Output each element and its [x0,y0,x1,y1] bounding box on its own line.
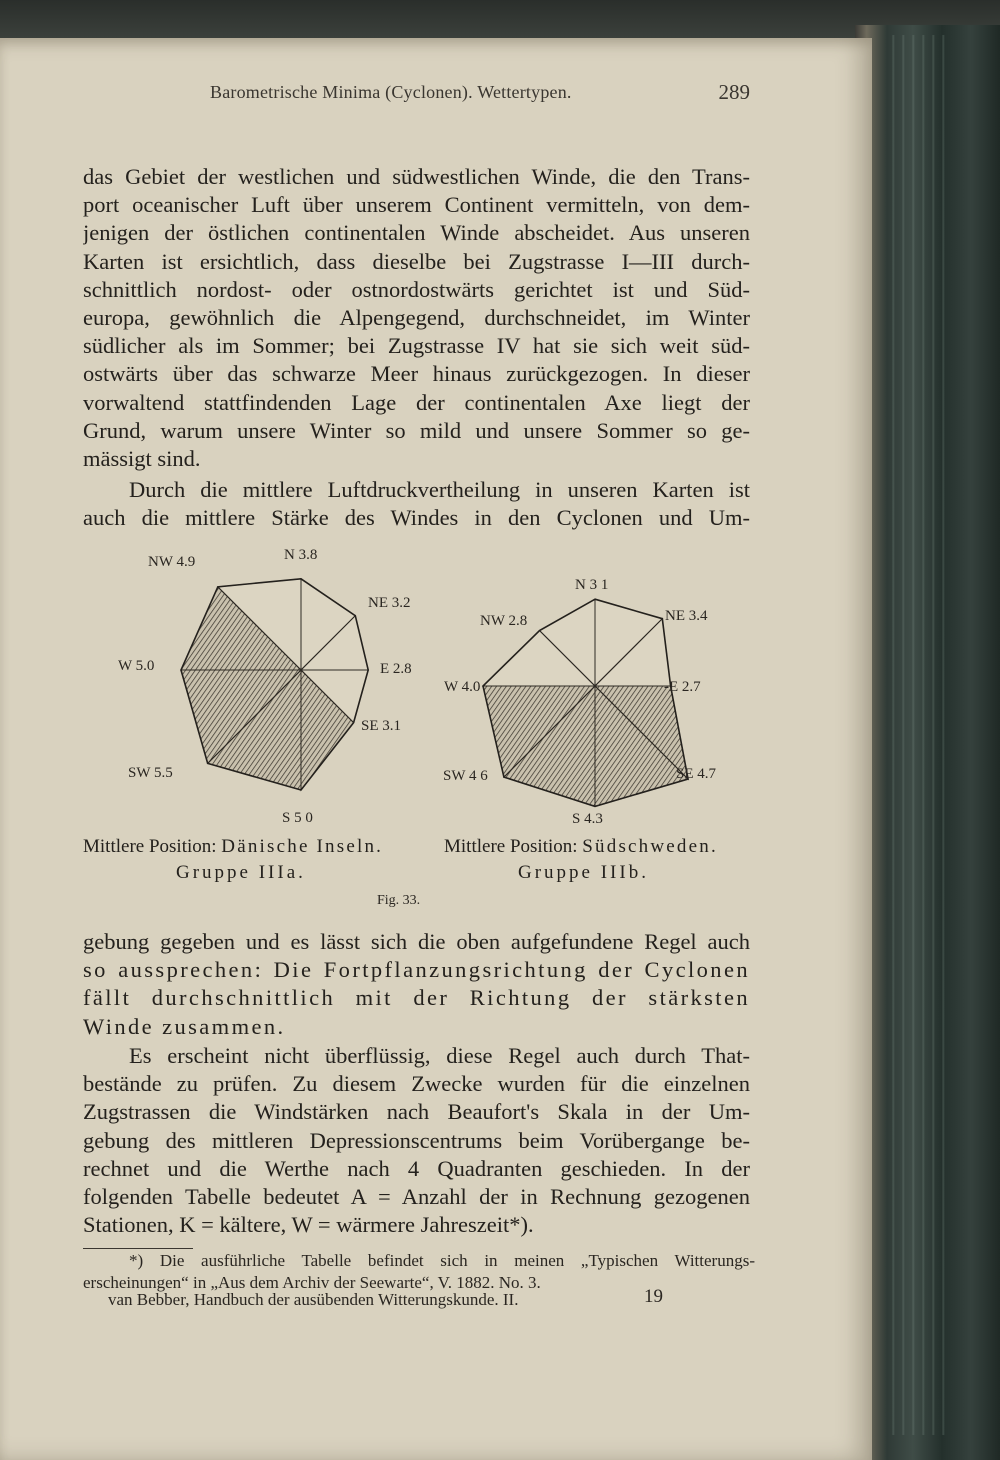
text-line: Winde zusammen. [83,1013,286,1039]
left-caption-prefix: Mittlere Position: [83,836,217,857]
right-label-nw: NW 2.8 [480,613,528,629]
right-caption-group: Gruppe IIIb. [518,862,649,883]
text-line: gebung gegeben und es lässt sich die oben aufgefundene Regel auch [83,929,750,954]
text-line: auch die mittlere Stärke des Windes in den Cyclonen und Um- [83,505,750,531]
left-label-sw: SW 5.5 [128,765,173,781]
left-label-se: SE 3.1 [361,718,402,734]
text-line: schnittlich nordost- oder ostnordostwärts gerichtet ist und Süd- [83,276,750,302]
right-label-e: -E 2.7 [664,679,701,695]
text-line: Es erscheint nicht überflüssig, diese Regel auch durch That- [129,1043,750,1068]
paragraph-3 [83,928,750,1041]
text-line: südlicher als im Sommer; bei Zugstrasse IV hat sie sich weit süd- [83,333,750,359]
text-line: europa, gewöhnlich die Alpengegend, durchschneidet, im Winter [83,305,750,331]
text-line: Karten ist ersichtlich, dass dieselbe bei Zugstrasse I—III durch- [83,248,750,274]
text-line: gebung des mittleren Depressionscentrums beim Vorübergange be- [83,1127,750,1153]
text-line: folgenden Tabelle bedeutet A = Anzahl der in Rechnung gezogenen [83,1184,750,1210]
text-line: Durch die mittlere Luftdruckvertheilung in unseren Karten ist [129,477,750,502]
signature-line [108,1286,663,1314]
running-head-title: Barometrische Minima (Cyclonen). Wettertypen. [210,82,572,102]
text-line: mässigt sind. [83,446,201,472]
left-caption-group: Gruppe IIIa. [176,862,306,883]
left-label-e: E 2.8 [380,661,412,677]
left-label-ne: NE 3.2 [368,595,411,611]
left-caption-position [83,836,383,858]
right-caption-position [444,836,718,858]
left-caption-place: Dänische Inseln. [221,836,384,857]
text-line: so aussprechen: Die Fortpflanzungsrichtung der Cyclonen [83,957,750,983]
figure-number: Fig. 33. [377,893,421,908]
right-label-s: S 4.3 [572,811,603,827]
text-line: ostwärts über das schwarze Meer hinaus zurückgezogen. In dieser [83,361,750,387]
text-line: Zugstrassen die Windstärken nach Beaufort's Skala in der Um- [83,1099,750,1125]
page-number: 289 [718,80,750,104]
wind-rose-right [483,599,688,806]
left-label-nw: NW 4.9 [148,554,196,570]
text-line: das Gebiet der westlichen und südwestlichen Winde, die den Trans- [83,164,750,189]
wind-rose-left [181,579,368,790]
signature-text: van Bebber, Handbuch der ausübenden Witterungskunde. II. [108,1290,519,1309]
text-line: bestände zu prüfen. Zu diesem Zwecke wurden für die einzelnen [83,1071,750,1097]
right-caption-prefix: Mittlere Position: [444,836,578,857]
text-line: Stationen, K = kältere, W = wärmere Jahreszeit*). [83,1212,534,1238]
footnote-rule [83,1248,193,1249]
right-label-w: W 4.0 [444,679,481,695]
footnote-line: *) Die ausführliche Tabelle befindet sich in meinen „Typischen Witterungs- [129,1251,755,1270]
text-line: jenigen der östlichen continentalen Winde abscheidet. Aus unseren [83,220,750,246]
right-label-sw: SW 4 6 [443,768,488,784]
paragraph-4 [83,1042,750,1239]
text-line: fällt durchschnittlich mit der Richtung der stärksten [83,985,750,1011]
text-line: vorwaltend stattfindenden Lage der continentalen Axe liegt der [83,389,750,415]
sheet-number: 19 [644,1286,663,1307]
left-label-w: W 5.0 [118,658,155,674]
right-label-se: SE 4.7 [676,766,717,782]
right-caption-place: Südschweden. [582,836,718,857]
footnote-line: erscheinungen“ in „Aus dem Archiv der Seewarte“, V. 1882. No. 3. [83,1273,541,1292]
text-line: Grund, warum unsere Winter so mild und unsere Sommer so ge- [83,417,750,443]
text-line: port oceanischer Luft über unserem Continent vermitteln, von dem- [83,192,750,218]
right-label-n: N 3 1 [575,577,609,593]
left-label-s: S 5 0 [282,810,313,826]
right-label-ne: NE 3.4 [665,608,708,624]
text-line: rechnet und die Werthe nach 4 Quadranten geschieden. In der [83,1155,750,1181]
left-label-n: N 3.8 [284,547,318,563]
